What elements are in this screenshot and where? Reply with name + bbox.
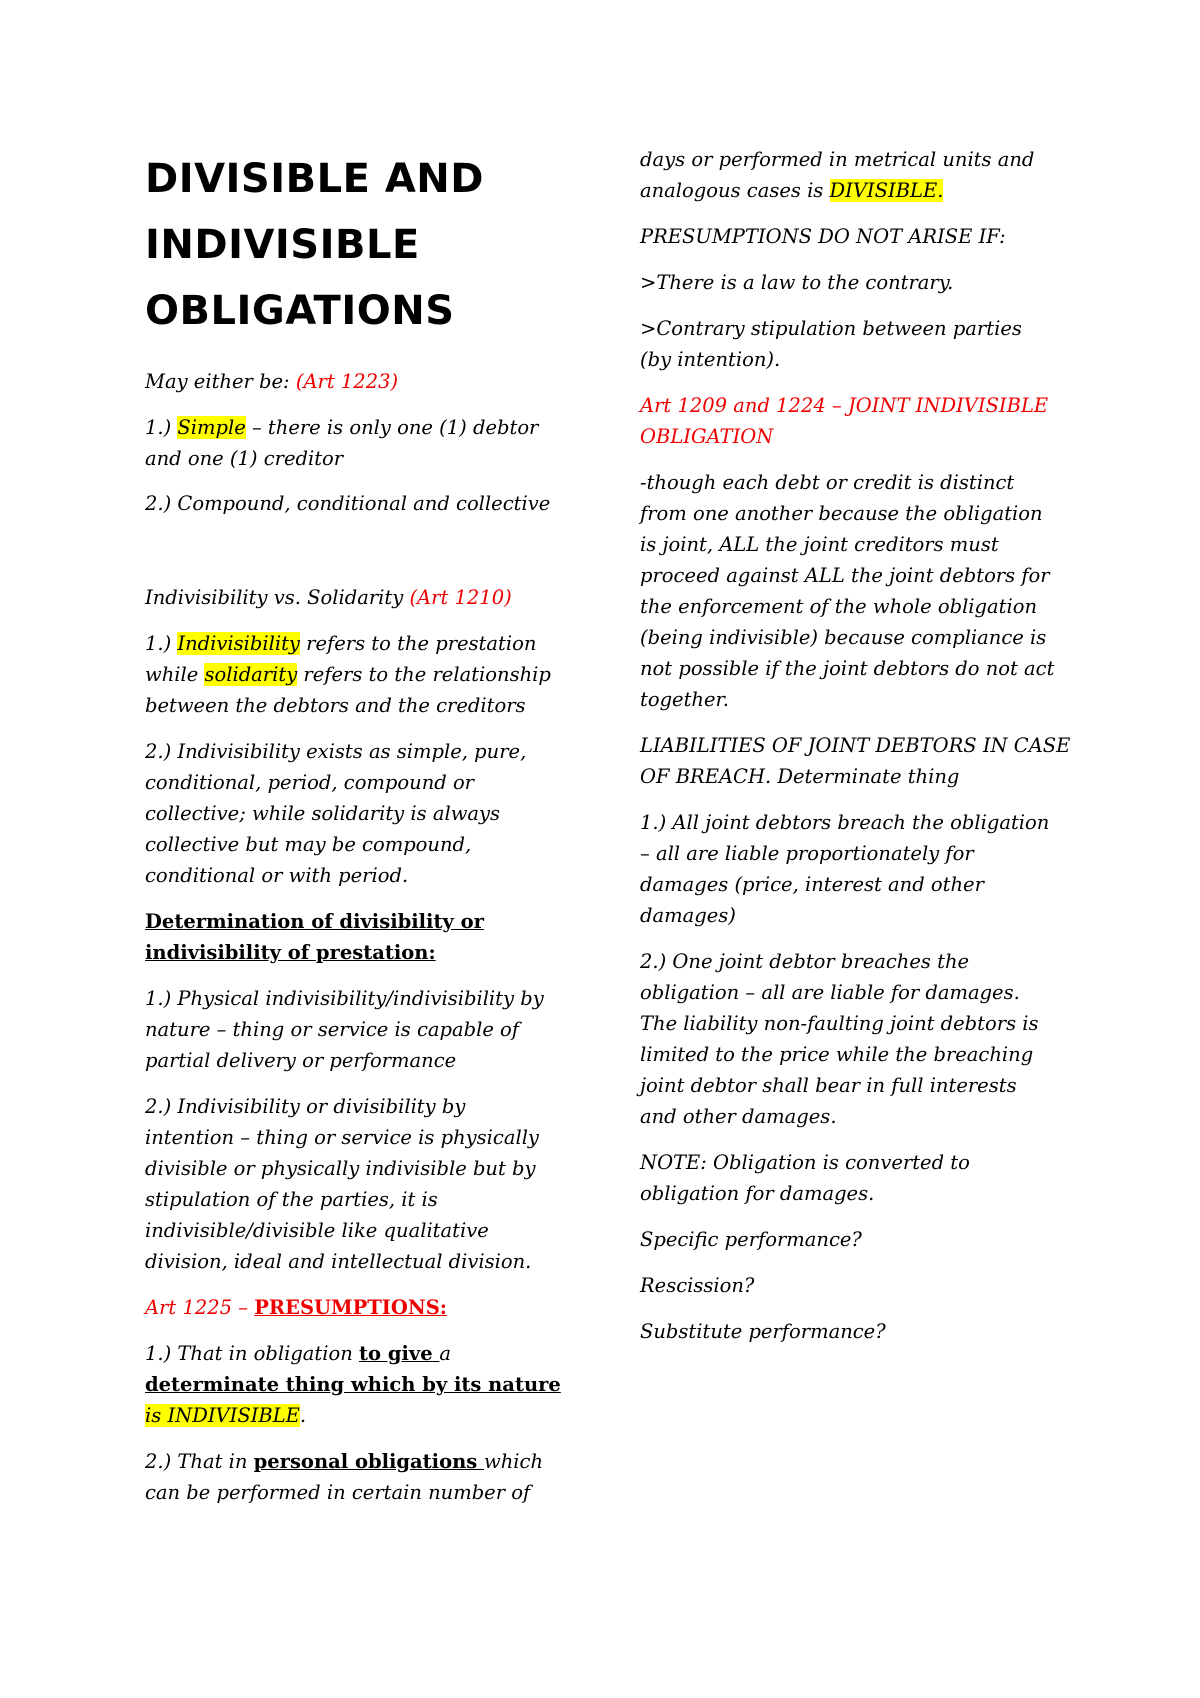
indiv-item-2-cont: conditional or with period. (145, 864, 409, 887)
no-arise-heading: PRESUMPTIONS DO NOT ARISE IF: (640, 225, 1006, 248)
no-arise-item-2: >Contrary stipulation between parties (640, 317, 1022, 340)
note: NOTE: Obligation is converted to (640, 1151, 970, 1174)
art-1209-heading-cont: OBLIGATION (640, 425, 774, 448)
liability-item-1: 1.) All joint debtors breach the obligation (640, 811, 1050, 834)
highlight: Indivisibility (177, 632, 300, 655)
joint-paragraph-cont: (being indivisible) because compliance is (640, 626, 1047, 649)
art-ref: (Art 1223) (295, 370, 399, 393)
document-title-line-2: INDIVISIBLE (145, 222, 420, 268)
presumption-1-cont: is INDIVISIBLE. (145, 1404, 307, 1427)
indiv-item-1-cont: while solidarity refers to the relationship (145, 663, 551, 686)
document-title-line-3: OBLIGATIONS (145, 288, 455, 334)
simple-item: 1.) Simple – there is only one (1) debtor (145, 416, 539, 439)
liabilities-heading: LIABILITIES OF JOINT DEBTORS IN CASE (640, 734, 1071, 757)
no-arise-item-2-cont: (by intention). (640, 348, 781, 371)
intention-item-cont: intention – thing or service is physically (145, 1126, 539, 1149)
liability-item-2: 2.) One joint debtor breaches the (640, 950, 970, 973)
liability-item-2-cont: limited to the price while the breaching (640, 1043, 1034, 1066)
presumption-2-cont: can be performed in certain number of (145, 1481, 531, 1504)
intention-item: 2.) Indivisibility or divisibility by (145, 1095, 466, 1118)
liability-item-2-cont: and other damages. (640, 1105, 837, 1128)
highlight: Simple (177, 416, 246, 439)
presumption-1-cont: determinate thing which by its nature (145, 1373, 561, 1396)
highlight: solidarity (204, 663, 298, 686)
determination-heading-cont: indivisibility of prestation: (145, 941, 436, 964)
intention-item-cont: division, ideal and intellectual division. (145, 1250, 532, 1273)
presumption-2-cont: analogous cases is DIVISIBLE. (640, 179, 944, 202)
liability-item-1-cont: – all are liable proportionately for (640, 842, 974, 865)
no-arise-item-1: >There is a law to the contrary. (640, 271, 954, 294)
joint-paragraph-cont: the enforcement of the whole obligation (640, 595, 1038, 618)
art-ref: (Art 1210) (409, 586, 512, 609)
intention-item-cont: divisible or physically indivisible but by (145, 1157, 536, 1180)
liability-item-1-cont: damages (price, interest and other (640, 873, 984, 896)
note-cont: obligation for damages. (640, 1182, 875, 1205)
determination-heading: Determination of divisibility or (145, 910, 484, 933)
joint-paragraph: -though each debt or credit is distinct (640, 471, 1015, 494)
presumption-2-cont: days or performed in metrical units and (640, 148, 1035, 171)
document-title-line-1: DIVISIBLE AND (145, 156, 484, 202)
joint-paragraph-cont: proceed against ALL the joint debtors for (640, 564, 1050, 587)
indiv-item-1: 1.) Indivisibility refers to the prestation (145, 632, 537, 655)
highlight: DIVISIBLE. (829, 179, 944, 202)
indiv-item-2-cont: collective but may be compound, (145, 833, 472, 856)
presumption-1: 1.) That in obligation to give a (145, 1342, 452, 1365)
question-rescission: Rescission? (640, 1274, 755, 1297)
highlight: is INDIVISIBLE (145, 1404, 300, 1427)
physical-item: 1.) Physical indivisibility/indivisibility by (145, 987, 544, 1010)
intention-item-cont: indivisible/divisible like qualitative (145, 1219, 489, 1242)
liability-item-1-cont: damages) (640, 904, 736, 927)
physical-item-cont: nature – thing or service is capable of (145, 1018, 520, 1041)
simple-item-cont: and one (1) creditor (145, 447, 344, 470)
joint-paragraph-cont: together. (640, 688, 729, 711)
may-either-line: May either be: (Art 1223) (145, 370, 399, 393)
compound-item: 2.) Compound, conditional and collective (145, 492, 551, 515)
intention-item-cont: stipulation of the parties, it is (145, 1188, 438, 1211)
liability-item-2-cont: obligation – all are liable for damages. (640, 981, 1020, 1004)
physical-item-cont: partial delivery or performance (145, 1049, 457, 1072)
indiv-item-1-cont: between the debtors and the creditors (145, 694, 526, 717)
liabilities-heading-cont: OF BREACH. Determinate thing (640, 765, 960, 788)
indiv-item-2-cont: collective; while solidarity is always (145, 802, 501, 825)
liability-item-2-cont: joint debtor shall bear in full interests (640, 1074, 1017, 1097)
indivisibility-vs-solidarity-heading: Indivisibility vs. Solidarity (Art 1210) (145, 586, 512, 609)
indiv-item-2: 2.) Indivisibility exists as simple, pure, (145, 740, 527, 763)
presumption-2: 2.) That in personal obligations which (145, 1450, 544, 1473)
indiv-item-2-cont: conditional, period, compound or (145, 771, 475, 794)
art-1209-heading: Art 1209 and 1224 – JOINT INDIVISIBLE (640, 394, 1049, 417)
joint-paragraph-cont: not possible if the joint debtors do not act (640, 657, 1055, 680)
question-specific-performance: Specific performance? (640, 1228, 862, 1251)
joint-paragraph-cont: is joint, ALL the joint creditors must (640, 533, 999, 556)
question-substitute-performance: Substitute performance? (640, 1320, 886, 1343)
art-1225-heading: Art 1225 – PRESUMPTIONS: (145, 1296, 448, 1319)
liability-item-2-cont: The liability non-faulting joint debtors is (640, 1012, 1039, 1035)
joint-paragraph-cont: from one another because the obligation (640, 502, 1043, 525)
